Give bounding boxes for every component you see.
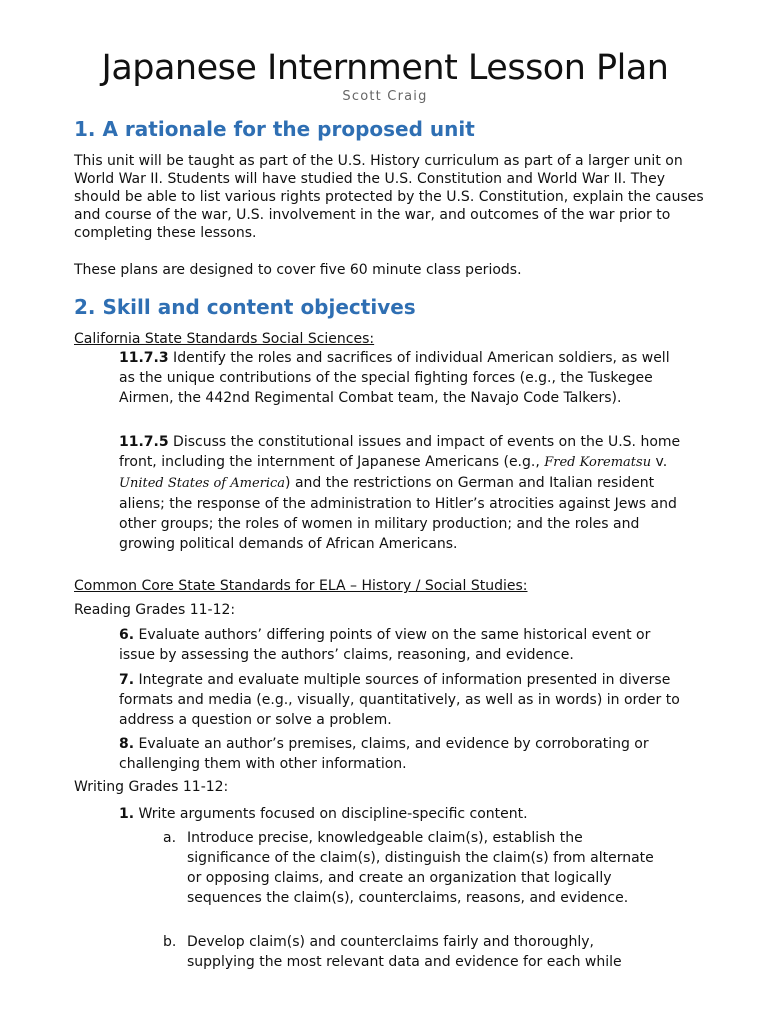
cc-standards-title: Common Core State Standards for ELA – History / Social Studies: <box>74 578 528 594</box>
list-item-text: Develop claim(s) and counterclaims fairly and thoroughly, supplying the most relevant data and evidence for each while <box>187 934 622 970</box>
list-marker: a. <box>163 830 177 846</box>
standard-number: 8. <box>119 736 135 752</box>
standard-number: 1. <box>119 806 135 822</box>
case-name-plaintiff: Fred Korematsu <box>544 455 652 470</box>
section-1-paragraph-1: This unit will be taught as part of the U.S. History curriculum as part of a larger unit on World War II. Students will have studied the U.S. Constitution and World War II. They should be able to list various rights protected by the U.S. Constitution, explain the causes and course of the war, U.S. involvement in the war, and outcomes of the war prior to completing these lessons. <box>74 153 704 241</box>
writing-standard-1 <box>119 804 684 824</box>
section-2-heading: 2. Skill and content objectives <box>74 295 416 319</box>
ca-standards-title: California State Standards Social Sciences: <box>74 331 375 347</box>
standard-11-7-5 <box>119 432 684 554</box>
standard-number: 6. <box>119 627 135 643</box>
standard-text: ) and the restrictions on German and Italian resident aliens; the response of the administration to Hitler’s atrocities against Jews and other groups; the roles of women in military production; and the roles and growing political demands of African Americans. <box>119 475 677 552</box>
document-title: Japanese Internment Lesson Plan <box>101 48 669 88</box>
standard-text: Discuss the constitutional issues and impact of events on the U.S. home front, including the internment of Japanese Americans (e.g., <box>119 434 681 470</box>
section-1-paragraph-2: These plans are designed to cover five 60 minute class periods. <box>74 262 522 278</box>
standard-number: 7. <box>119 672 135 688</box>
reading-standard-6 <box>119 625 684 665</box>
list-item-text: Introduce precise, knowledgeable claim(s), establish the significance of the claim(s), distinguish the claim(s) from alternate or opposing claims, and create an organization that logically sequences the claim(s), counterclaims, reasons, and evidence. <box>187 830 654 906</box>
standard-number: 11.7.3 <box>119 350 169 366</box>
writing-grades-label: Writing Grades 11-12: <box>74 779 229 795</box>
writing-sub-item-a <box>163 828 663 908</box>
standard-text: Integrate and evaluate multiple sources of information presented in diverse formats and media (e.g., visually, quantitatively, as well as in words) in order to address a question or solve a problem. <box>119 672 680 728</box>
section-1-heading: 1. A rationale for the proposed unit <box>74 117 475 141</box>
standard-text: Write arguments focused on discipline-specific content. <box>134 806 528 822</box>
writing-sub-item-b <box>163 932 663 972</box>
standard-text: Identify the roles and sacrifices of individual American soldiers, as well as the unique contributions of the special fighting forces (e.g., the Tuskegee Airmen, the 442nd Regimental Combat team, the Navajo Code Talkers). <box>119 350 670 406</box>
reading-standard-7 <box>119 670 684 730</box>
document-author: Scott Craig <box>342 89 428 104</box>
standard-text: Evaluate an author’s premises, claims, and evidence by corroborating or challenging them with other information. <box>119 736 649 772</box>
standard-text: Evaluate authors’ differing points of view on the same historical event or issue by assessing the authors’ claims, reasoning, and evidence. <box>119 627 651 663</box>
case-versus: v. <box>651 454 668 470</box>
reading-grades-label: Reading Grades 11-12: <box>74 602 236 618</box>
list-marker: b. <box>163 934 177 950</box>
standard-number: 11.7.5 <box>119 434 169 450</box>
standard-11-7-3 <box>119 348 684 408</box>
case-name-defendant: United States of America <box>119 476 286 491</box>
reading-standard-8 <box>119 734 684 774</box>
